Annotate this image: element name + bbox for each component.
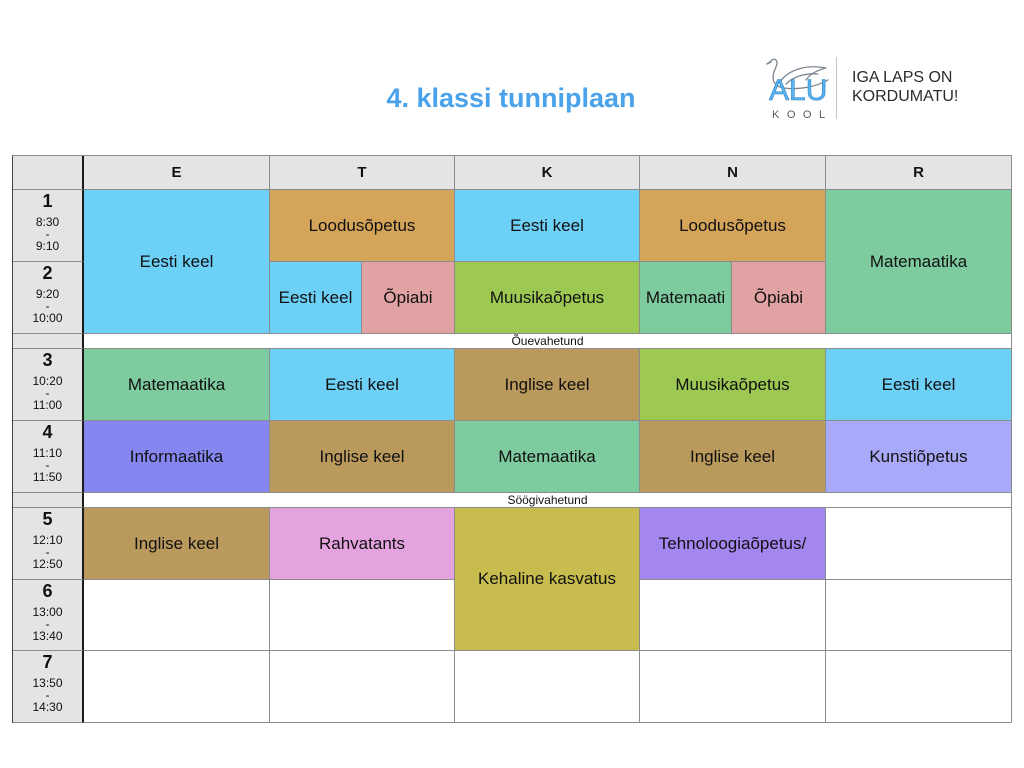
period-cell-1 — [13, 190, 84, 262]
lesson-r-period-3: Eesti keel — [826, 349, 1012, 421]
logo-tagline — [852, 68, 958, 106]
split-cell-t-period-2 — [270, 262, 455, 334]
period-time-separator: - — [45, 545, 50, 559]
lesson-k-period-2: Muusikaõpetus — [455, 262, 640, 334]
empty-cell-t-period-7 — [270, 651, 455, 723]
period-end-time: 13:40 — [32, 629, 63, 643]
period-start-time: 10:20 — [32, 374, 63, 388]
lesson-t-period-2-b: Õpiabi — [362, 262, 454, 333]
school-logo — [760, 52, 970, 124]
lesson-n-period-5: Tehnoloogiaõpetus/ — [640, 508, 826, 580]
period-time-separator: - — [45, 386, 50, 400]
tagline-line-1: IGA LAPS ON — [852, 69, 953, 86]
period-time-separator: - — [45, 227, 50, 241]
lesson-k-period-4: Matemaatika — [455, 421, 640, 493]
page-title: 4. klassi tunniplaan — [386, 83, 636, 113]
period-end-time: 11:50 — [32, 470, 63, 484]
tagline-line-2: KORDUMATU! — [852, 88, 959, 105]
logo-subword: KOOL — [772, 109, 833, 121]
period-cell-7 — [13, 651, 84, 723]
day-header-k: K — [455, 156, 640, 190]
period-number: 5 — [42, 509, 53, 529]
period-start-time: 12:10 — [32, 533, 63, 547]
empty-cell-r-period-6 — [826, 580, 1012, 651]
lesson-n-period-2-a: Matemaati — [640, 262, 732, 333]
break-row-ouevahetund: Õuevahetund — [84, 334, 1012, 349]
empty-cell-k-period-7 — [455, 651, 640, 723]
period-time-separator: - — [45, 688, 50, 702]
period-start-time: 13:50 — [32, 676, 63, 690]
timetable — [12, 155, 1012, 723]
break-time-cell — [13, 493, 84, 508]
lesson-t-period-3: Eesti keel — [270, 349, 455, 421]
empty-cell-n-period-6 — [640, 580, 826, 651]
period-end-time: 11:00 — [32, 398, 63, 412]
period-start-time: 13:00 — [32, 605, 63, 619]
day-header-t: T — [270, 156, 455, 190]
period-number: 6 — [42, 581, 53, 601]
break-time-cell — [13, 334, 84, 349]
lesson-n-period-4: Inglise keel — [640, 421, 826, 493]
corner-cell — [13, 156, 84, 190]
lesson-e-period-5: Inglise keel — [84, 508, 270, 580]
lesson-e-period-3: Matemaatika — [84, 349, 270, 421]
empty-cell-t-period-6 — [270, 580, 455, 651]
empty-cell-r-period-5 — [826, 508, 1012, 580]
period-time-separator: - — [45, 299, 50, 313]
period-end-time: 12:50 — [32, 557, 63, 571]
lesson-n-period-3: Muusikaõpetus — [640, 349, 826, 421]
period-cell-3 — [13, 349, 84, 421]
empty-cell-e-period-6 — [84, 580, 270, 651]
period-cell-5 — [13, 508, 84, 580]
period-start-time: 8:30 — [35, 215, 60, 229]
lesson-t-period-5: Rahvatants — [270, 508, 455, 580]
logo-wordmark: ALU — [769, 74, 828, 107]
period-number: 7 — [42, 652, 53, 672]
lesson-e-period-1-2: Eesti keel — [84, 190, 270, 334]
lesson-e-period-4: Informaatika — [84, 421, 270, 493]
lesson-t-period-2-a: Eesti keel — [270, 262, 362, 333]
lesson-t-period-4: Inglise keel — [270, 421, 455, 493]
lesson-k-period-5-6: Kehaline kasvatus — [455, 508, 640, 651]
empty-cell-r-period-7 — [826, 651, 1012, 723]
period-number: 1 — [42, 191, 53, 211]
period-cell-4 — [13, 421, 84, 493]
day-header-n: N — [640, 156, 826, 190]
period-end-time: 10:00 — [32, 311, 63, 325]
period-end-time: 14:30 — [32, 700, 63, 714]
period-number: 2 — [42, 263, 53, 283]
period-time-separator: - — [45, 458, 50, 472]
lesson-r-period-4: Kunstiõpetus — [826, 421, 1012, 493]
logo-divider — [836, 57, 837, 119]
period-end-time: 9:10 — [35, 239, 60, 253]
period-time-separator: - — [45, 617, 50, 631]
day-header-r: R — [826, 156, 1012, 190]
period-number: 3 — [42, 350, 53, 370]
empty-cell-e-period-7 — [84, 651, 270, 723]
lesson-k-period-1: Eesti keel — [455, 190, 640, 262]
lesson-n-period-2-b: Õpiabi — [732, 262, 825, 333]
empty-cell-n-period-7 — [640, 651, 826, 723]
lesson-r-period-1-2: Matemaatika — [826, 190, 1012, 334]
day-header-e: E — [84, 156, 270, 190]
period-cell-6 — [13, 580, 84, 651]
lesson-n-period-1: Loodusõpetus — [640, 190, 826, 262]
lesson-k-period-3: Inglise keel — [455, 349, 640, 421]
period-number: 4 — [42, 422, 53, 442]
period-cell-2 — [13, 262, 84, 334]
break-row-soogivahetund: Söögivahetund — [84, 493, 1012, 508]
split-cell-n-period-2 — [640, 262, 826, 334]
period-start-time: 11:10 — [32, 446, 63, 460]
period-start-time: 9:20 — [35, 287, 60, 301]
lesson-t-period-1: Loodusõpetus — [270, 190, 455, 262]
